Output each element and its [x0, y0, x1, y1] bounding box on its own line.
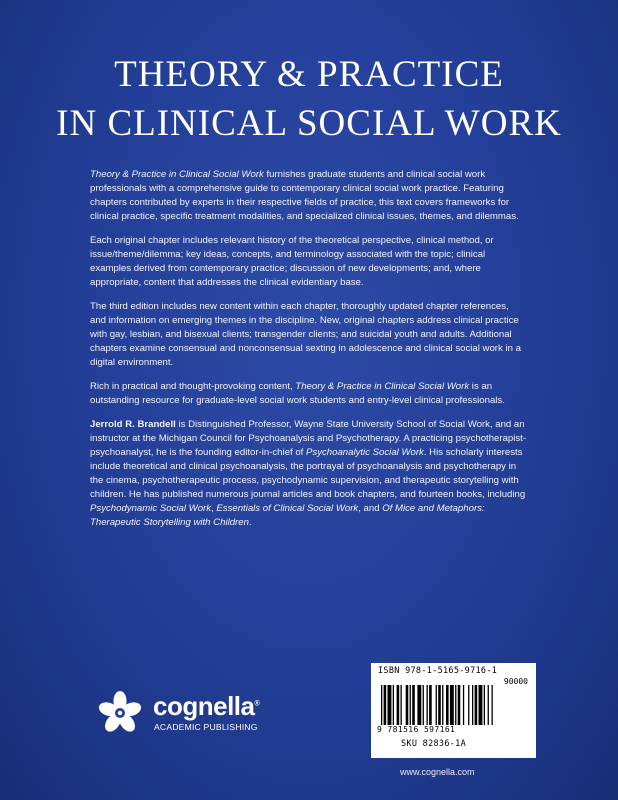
book-title: Essentials of Clinical Social Work — [216, 503, 359, 514]
description-text: Rich in practical and thought-provoking content, — [90, 381, 296, 392]
title-line-2: IN CLINICAL SOCIAL WORK — [56, 103, 562, 144]
barcode-bar — [417, 685, 421, 725]
barcode-bar — [484, 685, 485, 725]
barcode-box — [371, 663, 536, 758]
description-text: furnishes graduate students and clinical social work professionals with a comprehensive guide to contemporary clinical social work practice. Featuring chapters contributed by experts in their respective fields of practice, this text covers frameworks for clinical practice, specific treatment modalities, and specialized clinical issues, themes, and dilemmas. — [90, 169, 519, 222]
barcode-bar — [423, 685, 424, 725]
book-title-italic: Theory & Practice in Clinical Social Work — [90, 169, 264, 180]
barcode-bar — [427, 685, 428, 725]
publisher-subtitle: ACADEMIC PUBLISHING — [154, 722, 258, 732]
publisher-name-text: cognella — [153, 691, 255, 721]
barcode-bar — [458, 685, 461, 725]
barcode-bar — [468, 685, 469, 725]
barcode-bar — [406, 685, 409, 725]
barcode-bar — [401, 685, 402, 725]
barcode-bar — [455, 685, 456, 725]
barcode-bar — [388, 685, 392, 725]
publisher-logo — [93, 689, 283, 737]
separator: , — [211, 503, 217, 514]
journal-title: Psychoanalytic Social Work — [306, 447, 424, 458]
barcode-bar — [410, 685, 411, 725]
barcode-bar — [479, 685, 483, 725]
description-text: is an outstanding resource for graduate-level social work students and entry-level clinical professionals. — [90, 381, 505, 406]
barcode-bar — [429, 685, 432, 725]
isbn-label: ISBN 978-1-5165-9716-1 — [378, 666, 498, 676]
description-paragraph-4 — [90, 380, 527, 408]
publisher-url: www.cognella.com — [400, 767, 475, 777]
barcode-bar — [492, 685, 493, 725]
author-name: Jerrold R. Brandell — [90, 419, 176, 430]
barcode-bar — [472, 685, 473, 725]
barcode-bars — [381, 685, 527, 725]
author-bio — [90, 418, 527, 530]
sku-label: SKU 82836-1A — [401, 739, 467, 749]
book-title: Psychodynamic Social Work — [90, 503, 212, 514]
flower-logo-icon — [93, 689, 147, 737]
author-bio-text: . His scholarly interests include theoretical and clinical psychoanalysis, the portrayal of psychoanalysis and psychotherapy in the cinema, psychotherapeutic process, psychodynamic supervision, and therapeutic storytelling with children. He has published numerous journal articles and book chapters, and fourteen books, including — [90, 447, 526, 500]
price-code: 90000 — [503, 677, 528, 686]
barcode-bar — [436, 685, 437, 725]
barcode-bar — [393, 685, 394, 725]
author-bio-text: is Distinguished Professor, Wayne State University School of Social Work, and an instructor at the Michigan Council for Psychoanalysis and Psychotherapy. A practicing psychotherapist-psychoanalyst, he is the founding editor-in-chief of — [90, 419, 527, 458]
book-title: Of Mice and Metaphors: Therapeutic Storytelling with Children — [90, 503, 485, 528]
title-line-1: THEORY & PRACTICE — [114, 54, 504, 95]
barcode-bar — [450, 685, 454, 725]
barcode-digits: 9 781516 597161 — [377, 725, 456, 734]
barcode-bar — [412, 685, 415, 725]
barcode-bar — [381, 685, 382, 725]
barcode-bar — [397, 685, 400, 725]
barcode-bar — [384, 685, 387, 725]
publisher-name — [153, 691, 259, 722]
registered-mark: ® — [254, 700, 260, 708]
barcode-bar — [438, 685, 441, 725]
separator: , and — [358, 503, 383, 514]
description-paragraph-2: Each original chapter includes relevant history of the theoretical perspective, clinical method, or issue/theme/dilemma; key ideas, concepts, and terminology associated with the topic; clinical examples derived from contemporary practice; discussion of new developments; and, where appropriate, content that addresses the clinical evidentiary base. — [90, 235, 494, 288]
description-paragraph-1 — [90, 168, 527, 224]
barcode-bar — [442, 685, 443, 725]
book-title-italic: Theory & Practice in Clinical Social Work — [295, 381, 470, 392]
barcode-bar — [475, 685, 478, 725]
barcode-bar — [446, 685, 449, 725]
description-paragraph-3: The third edition includes new content within each chapter, thoroughly updated chapter references, and information on emerging themes in the discipline. New, original chapters address clinical practice with gay, lesbian, and bisexual clients; transgender clients; and suicidal youth and adults. Additional chapters examine consensual and nonconsensual sexting in adolescence and clinical social work in a digital environment. — [90, 301, 521, 368]
barcode-bar — [463, 685, 464, 725]
author-bio-end: . — [248, 517, 252, 528]
barcode-bar — [488, 685, 489, 725]
description-block — [90, 168, 527, 540]
